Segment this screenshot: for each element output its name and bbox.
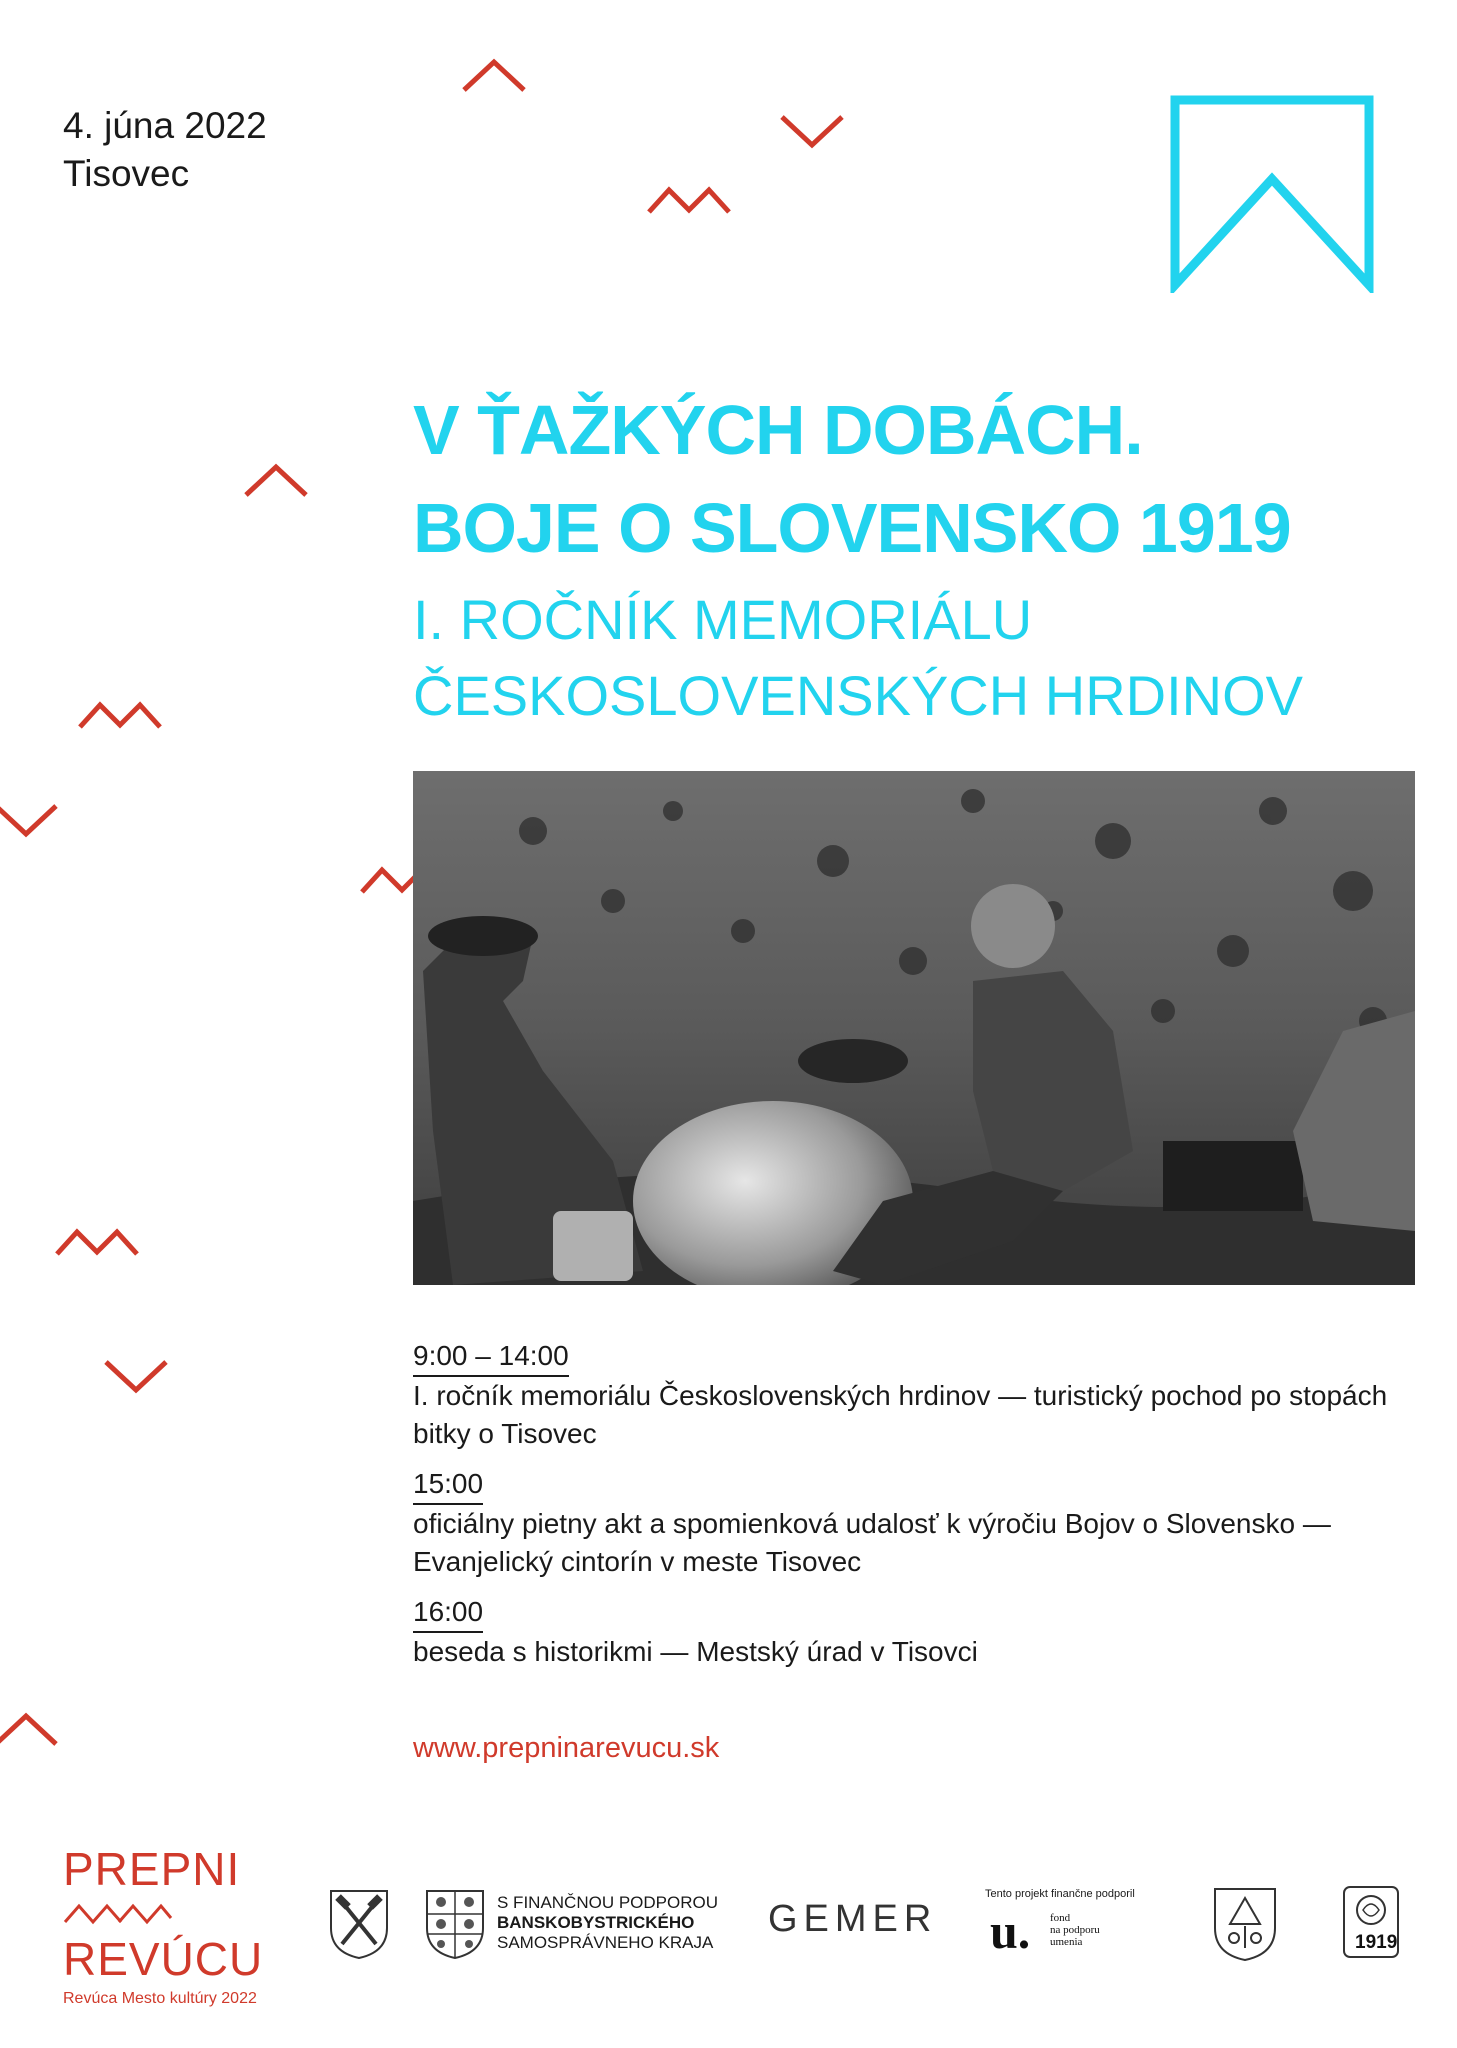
fpu-logo-text <box>1050 1912 1100 1948</box>
chevron-down-icon <box>0 802 58 838</box>
crest-tisovec-icon <box>1212 1886 1278 1962</box>
zigzag-icon <box>55 1222 139 1258</box>
bbsk-line-3: SAMOSPRÁVNEHO KRAJA <box>497 1933 714 1952</box>
subtitle-line-1: I. ROČNÍK MEMORIÁLU <box>413 588 1033 651</box>
chevron-up-icon <box>244 463 308 499</box>
website-link[interactable]: www.prepninarevucu.sk <box>413 1732 720 1764</box>
fpu-line-2: na podporu <box>1050 1924 1100 1936</box>
schedule-description-3: beseda s historikmi — Mestský úrad v Tisovci <box>413 1636 978 1667</box>
zigzag-icon <box>647 180 731 216</box>
subtitle-line-2: ČESKOSLOVENSKÝCH HRDINOV <box>413 664 1303 727</box>
bbsk-line-1: S FINANČNOU PODPOROU <box>497 1893 719 1912</box>
bookmark-logo-icon <box>1170 95 1374 293</box>
chevron-down-icon <box>104 1358 168 1394</box>
crest-bbsk-icon <box>424 1888 486 1960</box>
title-line-1: V ŤAŽKÝCH DOBÁCH. <box>413 391 1143 469</box>
zigzag-icon <box>78 695 162 731</box>
bbsk-line-2: BANSKOBYSTRICKÉHO <box>497 1913 695 1932</box>
schedule-time-1: 9:00 – 14:00 <box>413 1338 569 1377</box>
chevron-up-icon <box>0 1712 58 1748</box>
zigzag-icon <box>63 1900 173 1926</box>
crest-1919-label: 1919 <box>1355 1932 1398 1953</box>
hero-photo <box>413 771 1415 1285</box>
brand-revucu: REVÚCU <box>63 1933 264 1985</box>
brand-tagline: Revúca Mesto kultúry 2022 <box>63 1990 257 2007</box>
title-line-2: BOJE O SLOVENSKO 1919 <box>413 489 1291 567</box>
chevron-down-icon <box>780 113 844 149</box>
fpu-line-3: umenia <box>1050 1936 1083 1948</box>
event-date: 4. júna 2022 <box>63 105 267 146</box>
crest-tools-icon <box>328 1888 390 1960</box>
event-place: Tisovec <box>63 153 190 194</box>
gemer-logo: GEMER <box>768 1898 938 1940</box>
schedule-description-2: oficiálny pietny akt a spomienková udalosť k výročiu Bojov o Slovensko — Evanjelický cintorín v meste Tisovec <box>413 1508 1331 1577</box>
schedule-time-3: 16:00 <box>413 1594 483 1633</box>
fpu-note: Tento projekt finančne podporil <box>985 1888 1135 1900</box>
fpu-logo-mark: u. <box>990 1903 1031 1959</box>
fpu-line-1: fond <box>1050 1912 1071 1924</box>
chevron-up-icon <box>462 58 526 94</box>
brand-prepni: PREPNI <box>63 1843 241 1895</box>
schedule-description-1: I. ročník memoriálu Československých hrdinov — turistický pochod po stopách bitky o Tisovec <box>413 1380 1388 1449</box>
bbsk-support-text <box>497 1893 718 1953</box>
schedule-time-2: 15:00 <box>413 1466 483 1505</box>
